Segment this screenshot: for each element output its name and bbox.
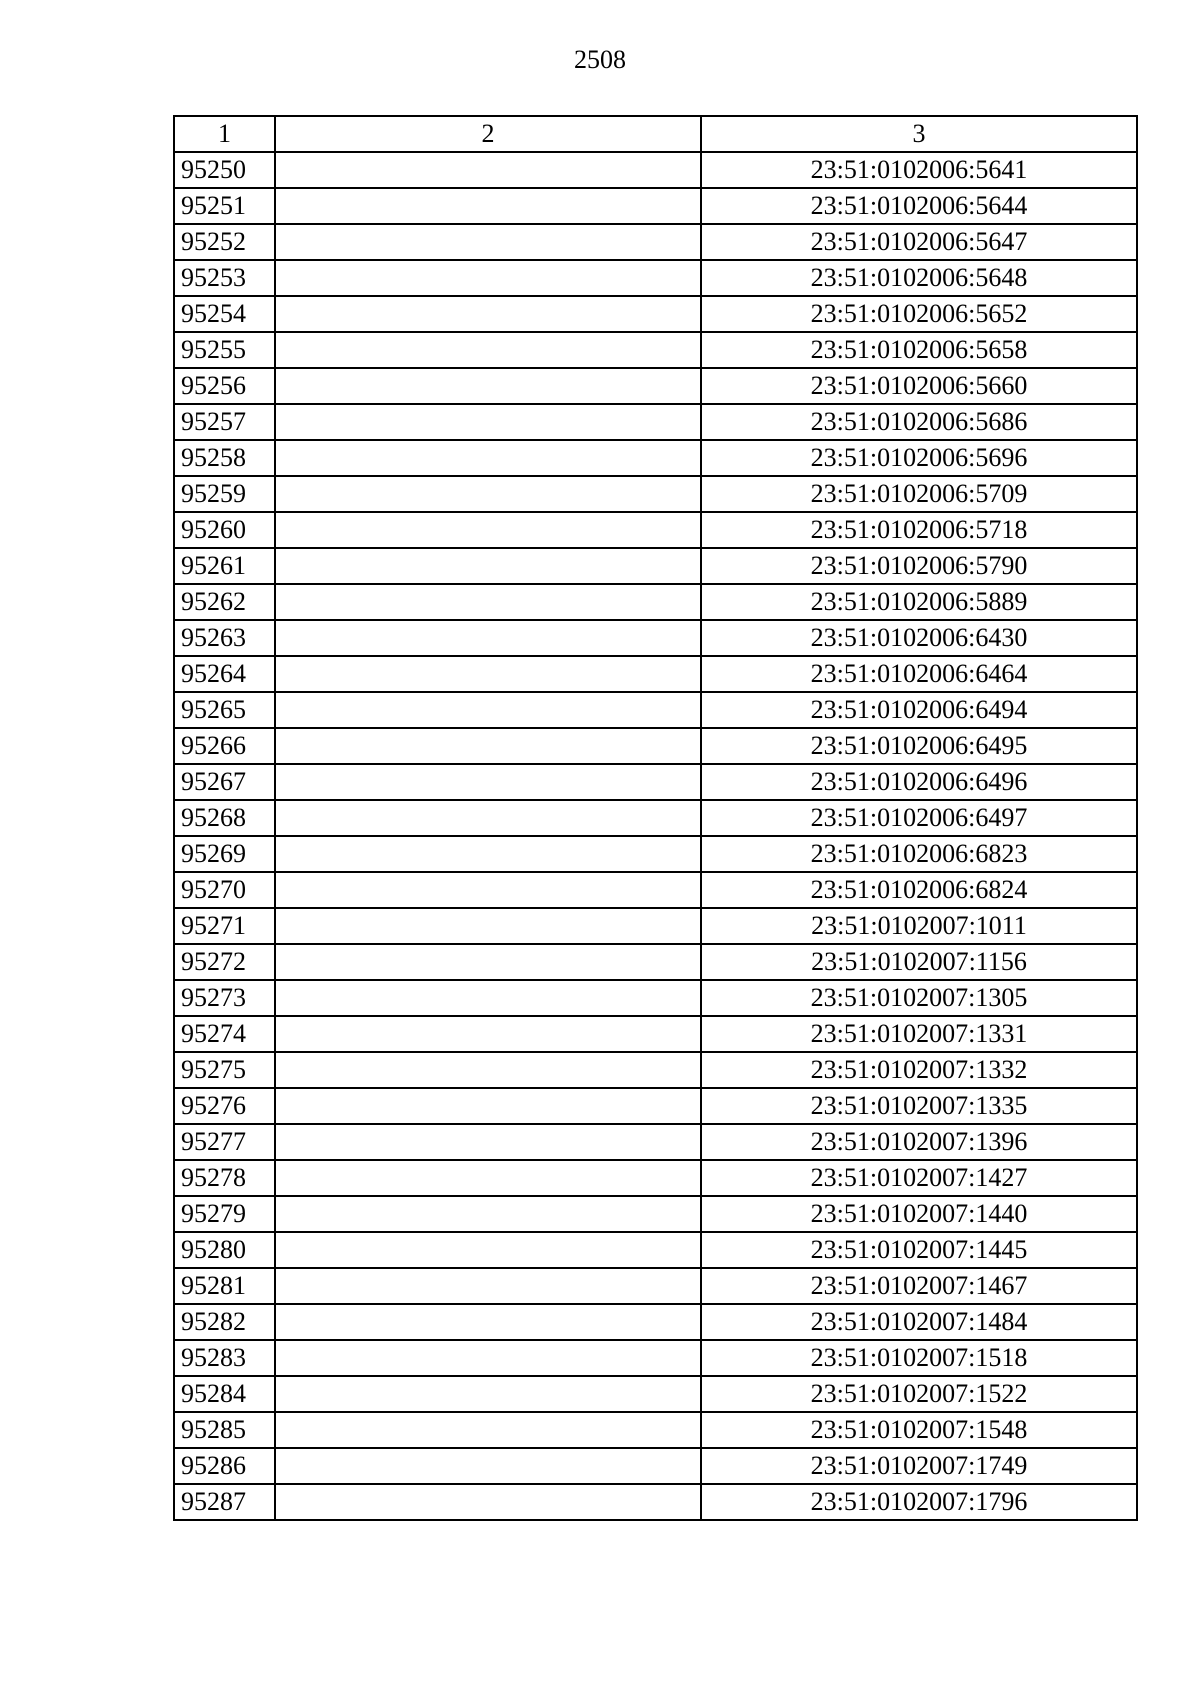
cadastral-number-cell: 23:51:0102006:6464 (701, 656, 1137, 692)
description-cell (275, 1376, 701, 1412)
column-header-2: 2 (275, 116, 701, 152)
table-row (174, 440, 1137, 476)
row-number-cell: 95280 (174, 1232, 275, 1268)
cadastral-number-cell: 23:51:0102006:5709 (701, 476, 1137, 512)
description-cell (275, 800, 701, 836)
cadastral-number-cell: 23:51:0102006:5658 (701, 332, 1137, 368)
row-number-cell: 95268 (174, 800, 275, 836)
row-number-cell: 95256 (174, 368, 275, 404)
table-row (174, 1232, 1137, 1268)
row-number-cell: 95255 (174, 332, 275, 368)
description-cell (275, 224, 701, 260)
description-cell (275, 1268, 701, 1304)
row-number-cell: 95282 (174, 1304, 275, 1340)
description-cell (275, 368, 701, 404)
description-cell (275, 1232, 701, 1268)
description-cell (275, 476, 701, 512)
table-row (174, 1448, 1137, 1484)
table-row (174, 548, 1137, 584)
description-cell (275, 1340, 701, 1376)
column-header-1: 1 (174, 116, 275, 152)
table-row (174, 188, 1137, 224)
table-row (174, 584, 1137, 620)
description-cell (275, 764, 701, 800)
row-number-cell: 95287 (174, 1484, 275, 1520)
row-number-cell: 95264 (174, 656, 275, 692)
row-number-cell: 95267 (174, 764, 275, 800)
cadastral-number-cell: 23:51:0102007:1796 (701, 1484, 1137, 1520)
row-number-cell: 95281 (174, 1268, 275, 1304)
description-cell (275, 512, 701, 548)
description-cell (275, 548, 701, 584)
cadastral-number-cell: 23:51:0102006:5889 (701, 584, 1137, 620)
description-cell (275, 1052, 701, 1088)
table-row (174, 260, 1137, 296)
row-number-cell: 95250 (174, 152, 275, 188)
row-number-cell: 95263 (174, 620, 275, 656)
table-row (174, 1124, 1137, 1160)
cadastral-number-cell: 23:51:0102007:1335 (701, 1088, 1137, 1124)
table-row (174, 728, 1137, 764)
cadastral-number-cell: 23:51:0102006:5696 (701, 440, 1137, 476)
description-cell (275, 1196, 701, 1232)
table-row (174, 1016, 1137, 1052)
cadastral-number-cell: 23:51:0102006:5718 (701, 512, 1137, 548)
row-number-cell: 95286 (174, 1448, 275, 1484)
cadastral-number-cell: 23:51:0102006:6495 (701, 728, 1137, 764)
row-number-cell: 95270 (174, 872, 275, 908)
cadastral-number-cell: 23:51:0102006:5790 (701, 548, 1137, 584)
table-row (174, 836, 1137, 872)
row-number-cell: 95271 (174, 908, 275, 944)
description-cell (275, 872, 701, 908)
table-row (174, 656, 1137, 692)
cadastral-number-cell: 23:51:0102006:5641 (701, 152, 1137, 188)
table-row (174, 692, 1137, 728)
cadastral-number-cell: 23:51:0102006:6494 (701, 692, 1137, 728)
description-cell (275, 980, 701, 1016)
cadastral-number-cell: 23:51:0102007:1467 (701, 1268, 1137, 1304)
row-number-cell: 95262 (174, 584, 275, 620)
cadastral-number-cell: 23:51:0102006:6430 (701, 620, 1137, 656)
row-number-cell: 95269 (174, 836, 275, 872)
description-cell (275, 656, 701, 692)
table-row (174, 512, 1137, 548)
description-cell (275, 620, 701, 656)
table-row (174, 620, 1137, 656)
table-row (174, 368, 1137, 404)
table-row (174, 1268, 1137, 1304)
table-row (174, 908, 1137, 944)
table-row (174, 296, 1137, 332)
cadastral-number-cell: 23:51:0102007:1484 (701, 1304, 1137, 1340)
cadastral-number-cell: 23:51:0102007:1332 (701, 1052, 1137, 1088)
description-cell (275, 1124, 701, 1160)
table-row (174, 1484, 1137, 1520)
description-cell (275, 908, 701, 944)
description-cell (275, 1412, 701, 1448)
description-cell (275, 1016, 701, 1052)
cadastral-number-cell: 23:51:0102007:1749 (701, 1448, 1137, 1484)
description-cell (275, 188, 701, 224)
cadastral-number-cell: 23:51:0102007:1156 (701, 944, 1137, 980)
cadastral-number-cell: 23:51:0102006:5686 (701, 404, 1137, 440)
row-number-cell: 95272 (174, 944, 275, 980)
description-cell (275, 692, 701, 728)
table-row (174, 152, 1137, 188)
row-number-cell: 95266 (174, 728, 275, 764)
row-number-cell: 95253 (174, 260, 275, 296)
description-cell (275, 440, 701, 476)
row-number-cell: 95276 (174, 1088, 275, 1124)
row-number-cell: 95252 (174, 224, 275, 260)
cadastral-number-cell: 23:51:0102006:5644 (701, 188, 1137, 224)
column-header-3: 3 (701, 116, 1137, 152)
description-cell (275, 728, 701, 764)
cadastral-number-cell: 23:51:0102007:1440 (701, 1196, 1137, 1232)
table-row (174, 1340, 1137, 1376)
row-number-cell: 95251 (174, 188, 275, 224)
description-cell (275, 836, 701, 872)
row-number-cell: 95259 (174, 476, 275, 512)
table-row (174, 1412, 1137, 1448)
row-number-cell: 95273 (174, 980, 275, 1016)
description-cell (275, 1160, 701, 1196)
description-cell (275, 332, 701, 368)
row-number-cell: 95260 (174, 512, 275, 548)
row-number-cell: 95284 (174, 1376, 275, 1412)
cadastral-number-cell: 23:51:0102007:1522 (701, 1376, 1137, 1412)
page-number: 2508 (574, 45, 626, 74)
description-cell (275, 152, 701, 188)
table-row (174, 872, 1137, 908)
table-body (174, 152, 1137, 1520)
cadastral-number-cell: 23:51:0102007:1445 (701, 1232, 1137, 1268)
cadastral-number-cell: 23:51:0102006:6496 (701, 764, 1137, 800)
cadastral-number-cell: 23:51:0102006:6497 (701, 800, 1137, 836)
row-number-cell: 95261 (174, 548, 275, 584)
table-row (174, 764, 1137, 800)
table-header-row (174, 116, 1137, 152)
cadastral-number-cell: 23:51:0102007:1305 (701, 980, 1137, 1016)
table-row (174, 1052, 1137, 1088)
description-cell (275, 404, 701, 440)
cadastral-number-cell: 23:51:0102006:6823 (701, 836, 1137, 872)
registry-table (173, 115, 1138, 1521)
table-row (174, 404, 1137, 440)
table-row (174, 980, 1137, 1016)
row-number-cell: 95254 (174, 296, 275, 332)
table-row (174, 332, 1137, 368)
description-cell (275, 1448, 701, 1484)
table-row (174, 1088, 1137, 1124)
description-cell (275, 944, 701, 980)
table-row (174, 1304, 1137, 1340)
row-number-cell: 95275 (174, 1052, 275, 1088)
description-cell (275, 260, 701, 296)
cadastral-number-cell: 23:51:0102006:5660 (701, 368, 1137, 404)
description-cell (275, 1304, 701, 1340)
table-row (174, 476, 1137, 512)
cadastral-number-cell: 23:51:0102006:5647 (701, 224, 1137, 260)
row-number-cell: 95283 (174, 1340, 275, 1376)
row-number-cell: 95257 (174, 404, 275, 440)
cadastral-number-cell: 23:51:0102007:1427 (701, 1160, 1137, 1196)
description-cell (275, 1484, 701, 1520)
cadastral-number-cell: 23:51:0102007:1518 (701, 1340, 1137, 1376)
table-row (174, 224, 1137, 260)
cadastral-number-cell: 23:51:0102007:1396 (701, 1124, 1137, 1160)
row-number-cell: 95258 (174, 440, 275, 476)
description-cell (275, 584, 701, 620)
table-row (174, 1376, 1137, 1412)
row-number-cell: 95265 (174, 692, 275, 728)
row-number-cell: 95279 (174, 1196, 275, 1232)
table-row (174, 1160, 1137, 1196)
table-row (174, 944, 1137, 980)
row-number-cell: 95278 (174, 1160, 275, 1196)
row-number-cell: 95274 (174, 1016, 275, 1052)
cadastral-number-cell: 23:51:0102007:1548 (701, 1412, 1137, 1448)
cadastral-number-cell: 23:51:0102006:5648 (701, 260, 1137, 296)
table-row (174, 800, 1137, 836)
row-number-cell: 95277 (174, 1124, 275, 1160)
description-cell (275, 296, 701, 332)
cadastral-number-cell: 23:51:0102007:1331 (701, 1016, 1137, 1052)
description-cell (275, 1088, 701, 1124)
row-number-cell: 95285 (174, 1412, 275, 1448)
table-row (174, 1196, 1137, 1232)
cadastral-number-cell: 23:51:0102006:6824 (701, 872, 1137, 908)
cadastral-number-cell: 23:51:0102007:1011 (701, 908, 1137, 944)
cadastral-number-cell: 23:51:0102006:5652 (701, 296, 1137, 332)
